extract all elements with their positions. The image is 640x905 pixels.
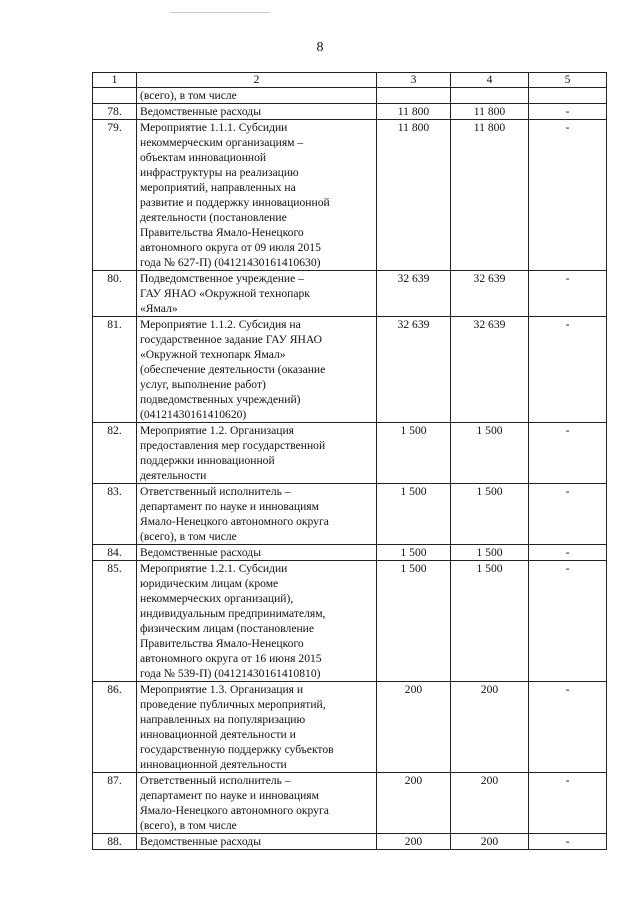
table-row: [93, 423, 607, 484]
row-number-cell: 85.: [93, 561, 137, 682]
column-3-value-cell: 1 500: [377, 423, 451, 484]
table-row: [93, 104, 607, 120]
table-row: [93, 682, 607, 773]
column-5-value-cell: -: [529, 120, 607, 271]
column-3-value-cell: 200: [377, 834, 451, 850]
column-3-value-cell: 200: [377, 682, 451, 773]
row-number-cell: [93, 88, 137, 104]
row-number-cell: 84.: [93, 545, 137, 561]
description-cell: Мероприятие 1.3. Организация и проведение публичных мероприятий, направленных на популяризацию инновационной деятельности и государственную поддержку субъектов инновационной деятельности: [137, 682, 377, 773]
column-3-value-cell: 32 639: [377, 317, 451, 423]
description-cell: Ведомственные расходы: [137, 834, 377, 850]
column-3-value-cell: [377, 88, 451, 104]
column-5-value-cell: -: [529, 682, 607, 773]
column-5-value-cell: -: [529, 104, 607, 120]
column-4-value-cell: 32 639: [451, 271, 529, 317]
column-4-value-cell: 32 639: [451, 317, 529, 423]
description-cell: Мероприятие 1.2.1. Субсидии юридическим лицам (кроме некоммерческих организаций), индивидуальным предпринимателям, физическим лицам (постановление Правительства Ямало-Ненецкого автономного округа от 16 июня 2015 года № 539-П) (04121430161410810): [137, 561, 377, 682]
table-row: [93, 88, 607, 104]
column-3-value-cell: 32 639: [377, 271, 451, 317]
description-cell: Мероприятие 1.1.1. Субсидии некоммерческим организациям – объектам инновационной инфраструктуры на реализацию мероприятий, направленных на развитие и поддержку инновационной деятельности (постановление Правительства Ямало-Ненецкого автономного округа от 09 июля 2015 года № 627-П) (04121430161410630): [137, 120, 377, 271]
column-4-value-cell: 1 500: [451, 484, 529, 545]
column-3-value-cell: 11 800: [377, 120, 451, 271]
column-3-value-cell: 1 500: [377, 561, 451, 682]
row-number-cell: 83.: [93, 484, 137, 545]
page-number: 8: [316, 40, 324, 55]
description-cell: Мероприятие 1.1.2. Субсидия на государственное задание ГАУ ЯНАО «Окружной технопарк Ямал» (обеспечение деятельности (оказание услуг, выполнение работ) подведомственных учреждений) (04121430161410620): [137, 317, 377, 423]
table-row: [93, 561, 607, 682]
column-5-value-cell: -: [529, 271, 607, 317]
column-5-value-cell: -: [529, 423, 607, 484]
row-number-cell: 86.: [93, 682, 137, 773]
row-number-cell: 80.: [93, 271, 137, 317]
description-cell: (всего), в том числе: [137, 88, 377, 104]
column-5-value-cell: [529, 88, 607, 104]
column-5-value-cell: -: [529, 773, 607, 834]
budget-table: [92, 72, 607, 850]
row-number-cell: 88.: [93, 834, 137, 850]
column-5-value-cell: -: [529, 561, 607, 682]
row-number-cell: 82.: [93, 423, 137, 484]
table-row: [93, 120, 607, 271]
description-cell: Ведомственные расходы: [137, 545, 377, 561]
column-5-value-cell: -: [529, 484, 607, 545]
description-cell: Ответственный исполнитель – департамент по науке и инновациям Ямало-Ненецкого автономного округа (всего), в том числе: [137, 484, 377, 545]
table-row: [93, 271, 607, 317]
row-number-cell: 87.: [93, 773, 137, 834]
column-3-value-cell: 200: [377, 773, 451, 834]
column-header: 5: [529, 73, 607, 88]
column-header: 3: [377, 73, 451, 88]
column-3-value-cell: 11 800: [377, 104, 451, 120]
column-5-value-cell: -: [529, 317, 607, 423]
column-4-value-cell: 1 500: [451, 423, 529, 484]
table-row: [93, 834, 607, 850]
column-header: 4: [451, 73, 529, 88]
description-cell: Мероприятие 1.2. Организация предоставления мер государственной поддержки инновационной деятельности: [137, 423, 377, 484]
column-4-value-cell: [451, 88, 529, 104]
column-5-value-cell: -: [529, 834, 607, 850]
column-4-value-cell: 200: [451, 682, 529, 773]
row-number-cell: 79.: [93, 120, 137, 271]
row-number-cell: 78.: [93, 104, 137, 120]
column-3-value-cell: 1 500: [377, 545, 451, 561]
column-4-value-cell: 11 800: [451, 104, 529, 120]
table-row: [93, 773, 607, 834]
column-4-value-cell: 11 800: [451, 120, 529, 271]
scan-artifact-line: [170, 12, 270, 13]
column-header: 1: [93, 73, 137, 88]
table-row: [93, 545, 607, 561]
column-4-value-cell: 1 500: [451, 545, 529, 561]
description-cell: Ведомственные расходы: [137, 104, 377, 120]
description-cell: Ответственный исполнитель – департамент по науке и инновациям Ямало-Ненецкого автономного округа (всего), в том числе: [137, 773, 377, 834]
column-header: 2: [137, 73, 377, 88]
column-4-value-cell: 1 500: [451, 561, 529, 682]
table-header-row: [93, 73, 607, 88]
row-number-cell: 81.: [93, 317, 137, 423]
column-4-value-cell: 200: [451, 773, 529, 834]
column-5-value-cell: -: [529, 545, 607, 561]
column-3-value-cell: 1 500: [377, 484, 451, 545]
description-cell: Подведомственное учреждение – ГАУ ЯНАО «Окружной технопарк «Ямал»: [137, 271, 377, 317]
table-row: [93, 317, 607, 423]
table-row: [93, 484, 607, 545]
column-4-value-cell: 200: [451, 834, 529, 850]
